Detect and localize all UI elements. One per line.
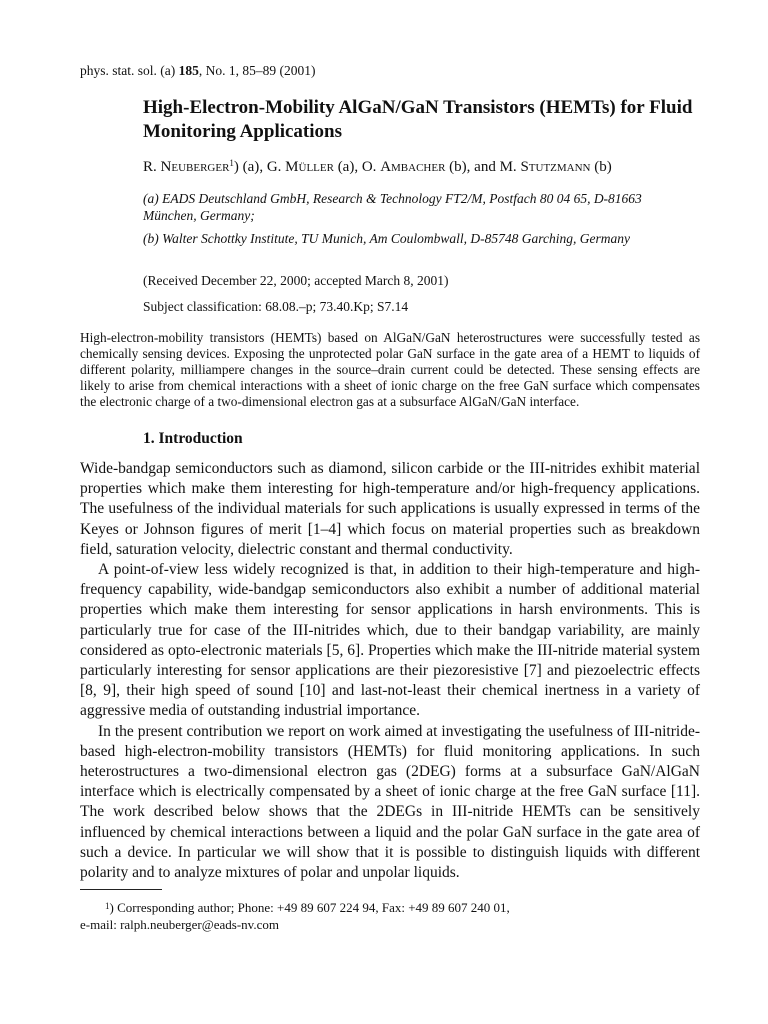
footnote-marker: 1 xyxy=(105,901,110,911)
author-1: R. Neuberger$^1$) (a) xyxy=(143,158,260,175)
author-surname: Neuberger xyxy=(160,159,230,175)
author-2: G. Müller (a) xyxy=(266,159,355,175)
author-list: R. Neuberger$^1$) (a), G. Müller (a), O. Ambacher (b), and M. Stutzmann (b) xyxy=(143,158,612,175)
author-surname: Müller xyxy=(285,159,334,175)
footnote-email: e-mail: ralph.neuberger@eads-nv.com xyxy=(80,917,279,932)
footnote-divider xyxy=(80,889,162,890)
author-surname: Ambacher xyxy=(380,159,446,175)
journal-volume: 185 xyxy=(178,63,199,78)
paragraph: Wide-bandgap semiconductors such as diamond, silicon carbide or the III-nitrides exhibit material properties which make them interesting for high-temperature and/or high-frequency applications. The usefulness of the individual materials for such applications is usually expressed in terms of the Keyes or Johnson figures of merit [1–4] which focus on material properties such as breakdown field, saturation velocity, dielectric constant and thermal conductivity. xyxy=(80,460,700,558)
author-4: M. Stutzmann (b) xyxy=(499,159,612,175)
paper-title: High-Electron-Mobility AlGaN/GaN Transistors (HEMTs) for Fluid Monitoring Applications xyxy=(143,97,693,142)
footnote xyxy=(80,899,700,933)
author-3: O. Ambacher (b) xyxy=(361,159,467,175)
abstract: High-electron-mobility transistors (HEMTs) based on AlGaN/GaN heterostructures were successfully tested as chemically sensing devices. Exposing the unprotected polar GaN surface in the gate area of a HEMT to liquids of different polarity, milliampere changes in the source–drain current could be detected. These sensing effects are likely to arise from chemical interactions with a sheet of ionic charge on the free GaN surface which compensates the electronic charge of a two-dimensional electron gas at a subsurface AlGaN/GaN interface. xyxy=(80,330,700,410)
paragraph: In the present contribution we report on work aimed at investigating the usefulness of III-nitride-based high-electron-mobility transistors (HEMTs) for fluid monitoring applications. In such heterostructures a two-dimensional electron gas (2DEG) forms at a subsurface GaN/AlGaN interface which is electrically compensated by a sheet of ionic charge at the free GaN surface [11]. The work described below shows that the 2DEGs in III-nitride HEMTs can be sensitively influenced by chemical interactions between a liquid and the polar GaN surface in the gate area of such a device. In particular we will show that it is possible to distinguish liquids with different polarity and to analyze mixtures of polar and unpolar liquids. xyxy=(80,722,700,882)
author-surname: Stutzmann xyxy=(520,159,591,175)
received-dates: (Received December 22, 2000; accepted March 8, 2001) xyxy=(143,273,449,288)
affiliation-b: (b) Walter Schottky Institute, TU Munich, Am Coulombwall, D-85748 Garching, Germany xyxy=(143,231,630,246)
footnote-contact: ) Corresponding author; Phone: +49 89 607 224 94, Fax: +49 89 607 240 01, xyxy=(109,900,510,915)
journal-name: phys. stat. sol. (a) xyxy=(80,63,176,78)
author-note-marker: 1 xyxy=(229,158,234,168)
section-heading: 1. Introduction xyxy=(143,430,243,447)
journal-issue-pages: , No. 1, 85–89 (2001) xyxy=(198,63,316,78)
affiliation-a: (a) EADS Deutschland GmbH, Research & Technology FT2/M, Postfach 80 04 65, D-81663 München, Germany; xyxy=(143,191,642,223)
journal-citation xyxy=(80,63,316,79)
section-body xyxy=(80,459,700,883)
paragraph: A point-of-view less widely recognized is that, in addition to their high-temperature and high-frequency capability, wide-bandgap semiconductors also exhibit a number of additional material properties which make them interesting for sensor applications in harsh environments. This is particularly true for case of the III-nitrides which, due to their bandgap variability, are mainly considered as opto-electronic materials [5, 6]. Properties which make the III-nitride material system particularly interesting for sensor applications are their piezoresistive [7] and piezoelectric effects [8, 9], their high speed of sound [10] and last-not-least their chemical inertness in a variety of aggressive media of outstanding industrial importance. xyxy=(80,561,700,720)
subject-classification: Subject classification: 68.08.–p; 73.40.Kp; S7.14 xyxy=(143,299,409,314)
